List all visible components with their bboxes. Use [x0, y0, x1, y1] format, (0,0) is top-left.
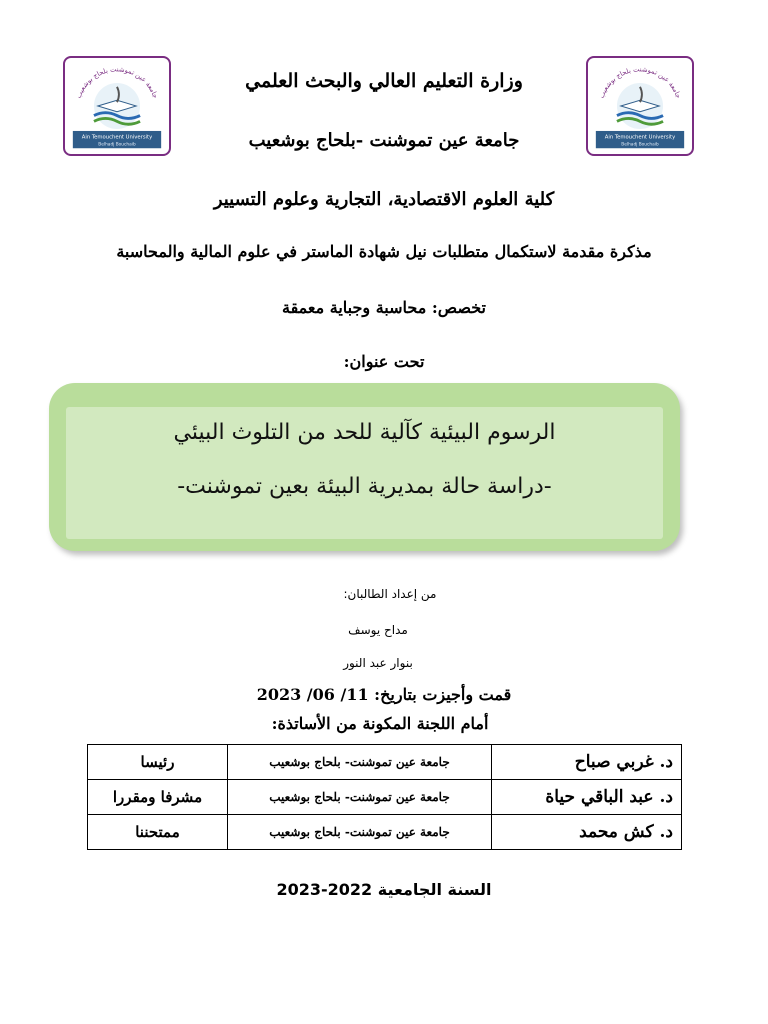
ministry-heading: وزارة التعليم العالي والبحث العلمي: [245, 70, 523, 92]
table-row: [88, 780, 682, 815]
jury-table: [87, 744, 682, 850]
jury-member-role: رئيسا: [88, 745, 228, 780]
jury-member-name: د. عبد الباقي حياة: [492, 780, 682, 815]
thesis-title: الرسوم البيئية كآلية للحد من التلوث البيئي: [173, 420, 556, 445]
defense-date: قمت وأجيزت بتاريخ: 11/ 06/ 2023: [256, 685, 512, 704]
prepared-by-label: من إعداد الطالبان:: [343, 587, 437, 601]
table-row: [88, 815, 682, 850]
memo-description: مذكرة مقدمة لاستكمال متطلبات نيل شهادة الماستر في علوم المالية والمحاسبة: [116, 242, 652, 261]
specialty-line: تخصص: محاسبة وجباية معمقة: [281, 298, 487, 317]
jury-label: أمام اللجنة المكونة من الأساتذة:: [271, 714, 489, 733]
jury-member-name: د. غربي صباح: [492, 745, 682, 780]
title-label: تحت عنوان:: [343, 352, 425, 371]
jury-member-name: د. كش محمد: [492, 815, 682, 850]
logo-name: Ain Temouchent University: [604, 134, 676, 141]
academic-year: السنة الجامعية 2022-2023: [276, 880, 492, 899]
table-row: [88, 745, 682, 780]
thesis-subtitle: -دراسة حالة بمديرية البيئة بعين تموشنت-: [177, 474, 552, 499]
student-name: مداح يوسف: [348, 623, 408, 637]
jury-member-university: جامعة عين تموشنت- بلحاج بوشعيب: [228, 780, 492, 815]
student-name: بنوار عبد النور: [343, 656, 413, 670]
jury-member-role: ممتحننا: [88, 815, 228, 850]
logo-arc-text: جامعة عين تموشنت بلحاج بوشعيب: [597, 65, 683, 100]
university-heading: جامعة عين تموشنت -بلحاج بوشعيب: [248, 130, 520, 151]
faculty-heading: كلية العلوم الاقتصادية، التجارية وعلوم التسيير: [213, 189, 555, 210]
logo-subname: Belhadj Bouchaib: [98, 142, 136, 148]
jury-member-role: مشرفا ومقررا: [88, 780, 228, 815]
jury-member-university: جامعة عين تموشنت- بلحاج بوشعيب: [228, 815, 492, 850]
jury-member-university: جامعة عين تموشنت- بلحاج بوشعيب: [228, 745, 492, 780]
logo-arc-text: جامعة عين تموشنت بلحاج بوشعيب: [74, 65, 160, 100]
logo-name: Ain Temouchent University: [81, 134, 153, 141]
logo-subname: Belhadj Bouchaib: [621, 142, 659, 148]
